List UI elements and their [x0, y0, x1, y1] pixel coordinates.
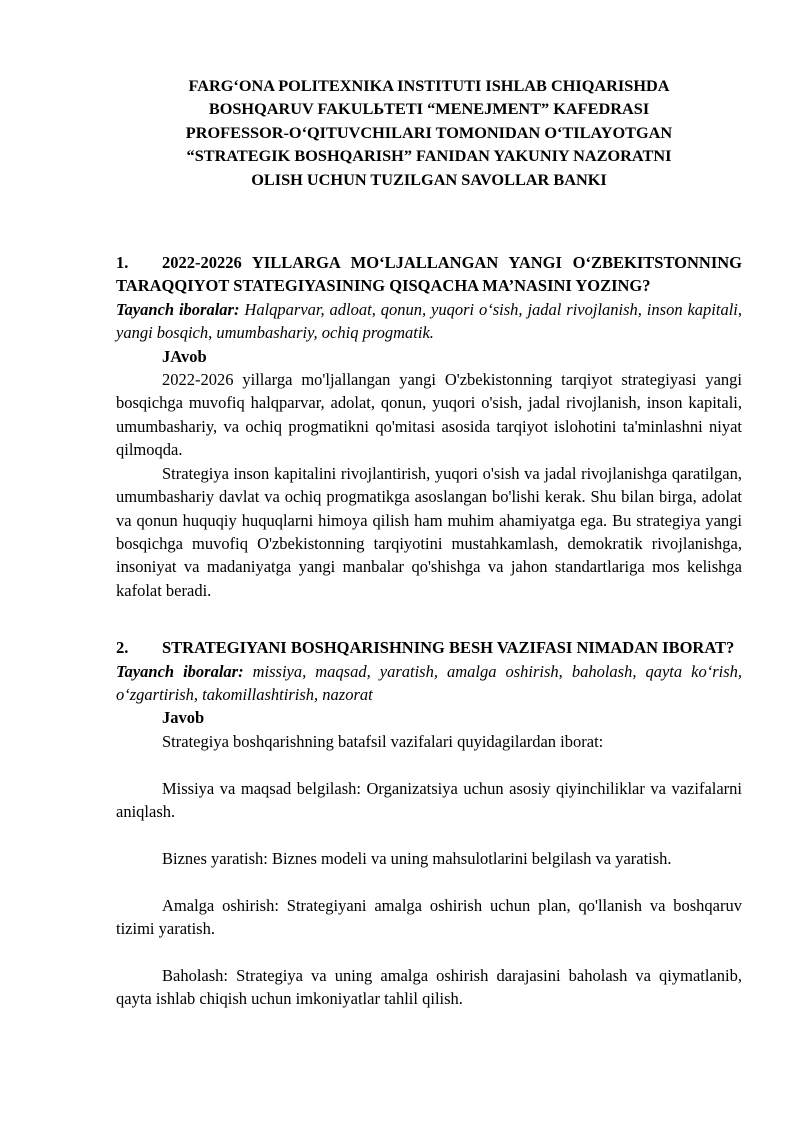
keywords-1 [116, 298, 742, 345]
title-line: BOSHQARUV FAKULЬTETI “MENEJMENT” KAFEDRASI [208, 99, 650, 119]
keywords-label: Tayanch iboralar: [116, 299, 240, 319]
list-item: Amalga oshirish: Strategiyani amalga oshirish uchun plan, qo'llanish va boshqaruv tizimi yaratish. [116, 895, 742, 938]
list-item: Missiya va maqsad belgilash: Organizatsiya uchun asosiy qiyinchiliklar va vazifalarni aniqlash. [116, 778, 742, 821]
question-2 [116, 636, 742, 659]
question-number: 1. [116, 253, 129, 273]
answer-label-2: Javob [162, 708, 205, 728]
title-line: FARG‘ONA POLITEXNIKA INSTITUTI ISHLAB CHIQARISHDA [188, 76, 670, 95]
answer-intro: Strategiya boshqarishning batafsil vazifalari quyidagilardan iborat: [162, 731, 604, 751]
document-page [116, 74, 742, 1011]
keywords-text: missiya, maqsad, yaratish, amalga oshirish, baholash, qayta ko‘rish, o‘zgartirish, takomillashtirish, nazorat [116, 661, 743, 704]
question-1 [116, 251, 742, 298]
question-text: 2022-20226 YILLARGA MO‘LJALLANGAN YANGI O‘ZBEKITSTONNING TARAQQIYOT STATEGIYASINING QISQACHA MA’NASINI YOZING? [116, 253, 742, 296]
answer-paragraph: Strategiya inson kapitalini rivojlantirish, yuqori o'sish va jadal rivojlanishga qaratilgan, umumbashariy davlat va ochiq progmatikga asoslangan bo'lishi kerak. Shu bilan birga, adolat va qonun huquqiy huquqlarni himoya qilish ham muhim ahamiyatga ega. Bu strategiya yangi bosqichga muvofiq O'zbekistonning tarqiyotini mustahkamlash, demokratik rivojlanishga, insoniyat va madaniyatga yangi manbalar qo'shishga va jahon standartlariga mos kelishga kafolat beradi. [116, 463, 742, 600]
title-line: OLISH UCHUN TUZILGAN SAVOLLAR BANKI [251, 169, 607, 189]
list-item: Baholash: Strategiya va uning amalga oshirish darajasini baholash va qiymatlanib, qayta ishlab chiqish uchun imkoniyatlar tahlil qilish. [116, 965, 742, 1009]
title-line: “STRATEGIK BOSHQARISH” FANIDAN YAKUNIY NAZORATNI [186, 146, 672, 166]
answer-paragraph: 2022-2026 yillarga mo'ljallangan yangi O'zbekistonning tarqiyot strategiyasi yangi bosqichga muvofiq halqparvar, adolat, qonun, yuqori o'sish, jadal rivojlanish, inson kapitali, umumbashariy, va ochiq progmatikni qo'mitasi asosida tarqiyot islohotini ta'minlashni niyat qilmoqda. [116, 370, 742, 460]
question-text: STRATEGIYANI BOSHQARISHNING BESH VAZIFASI NIMADAN IBORAT? [162, 638, 735, 658]
answer-label-1: JAvob [162, 346, 207, 366]
list-item: Biznes yaratish: Biznes modeli va uning mahsulotlarini belgilash va yaratish. [162, 848, 672, 868]
keywords-text: Halqparvar, adloat, qonun, yuqori o‘sish, jadal rivojlanish, inson kapitali, yangi bosqich, umumbashariy, ochiq progmatik. [116, 299, 743, 343]
keywords-2 [116, 660, 742, 707]
document-title [116, 74, 742, 191]
keywords-label: Tayanch iboralar: [116, 661, 244, 681]
title-line: PROFESSOR-O‘QITUVCHILARI TOMONIDAN O‘TILAYOTGAN [185, 122, 673, 142]
question-number: 2. [116, 638, 129, 658]
